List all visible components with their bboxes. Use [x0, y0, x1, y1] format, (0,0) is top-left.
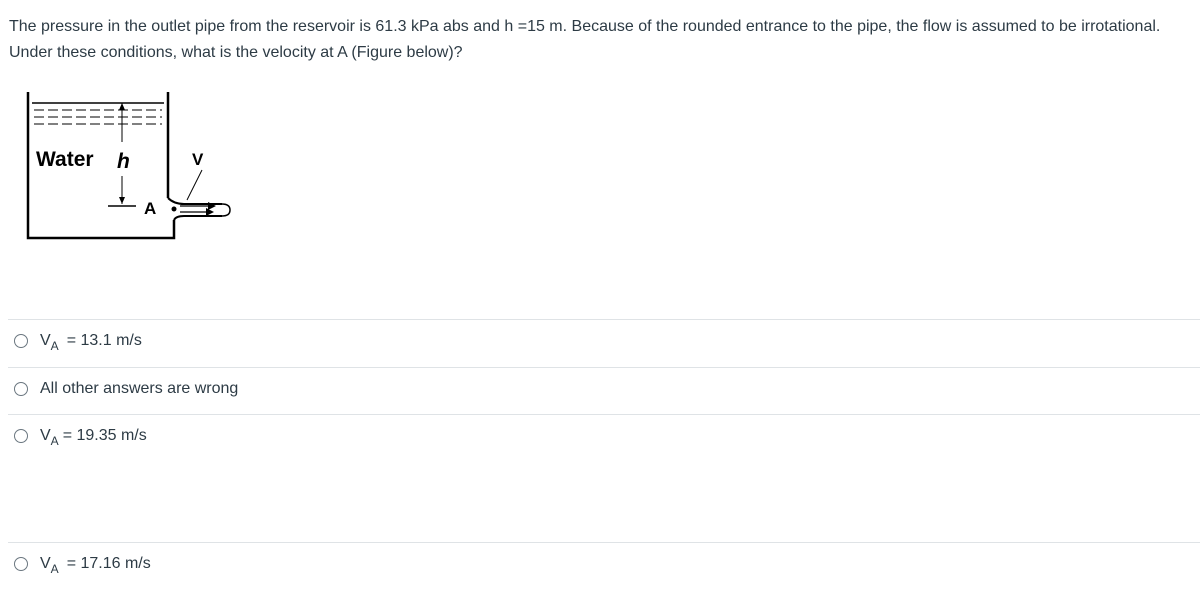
answer-label: $V_A = 13.1$ m/s [40, 332, 142, 353]
h-arrow-up [119, 103, 125, 110]
v-leader-line [187, 170, 202, 200]
answer-option-4[interactable] [14, 552, 151, 576]
velocity-arrowhead [206, 208, 214, 216]
answer-option-1[interactable] [14, 329, 142, 353]
a-label: A [144, 199, 157, 218]
answer-label: $V_A = 17.16$ m/s [40, 555, 151, 576]
answer-divider [8, 542, 1200, 543]
radio-button[interactable] [14, 334, 28, 348]
radio-button[interactable] [14, 557, 28, 571]
radio-button[interactable] [14, 429, 28, 443]
reservoir-diagram [22, 88, 244, 248]
radio-button[interactable] [14, 382, 28, 396]
v-label: V [192, 150, 204, 169]
answer-label: All other answers are wrong [40, 380, 239, 397]
question-text: The pressure in the outlet pipe from the reservoir is 61.3 kPa abs and h =15 m. Because of the rounded entrance to the pipe, the flow is assumed to be irrotational. Under these conditions, what is the velocity at A (Figure below)? [9, 18, 1161, 61]
pipe-end [222, 204, 230, 216]
water-label: Water [36, 148, 94, 171]
answer-option-3[interactable] [14, 424, 147, 448]
answer-divider [8, 414, 1200, 415]
h-label: h [117, 150, 130, 173]
answer-divider [8, 319, 1200, 320]
reservoir-figure [22, 88, 244, 248]
answer-label: $V_A = 19.35$ m/s [40, 427, 147, 448]
answer-divider [8, 367, 1200, 368]
pipe-bottom [174, 216, 222, 220]
point-a-dot [172, 207, 177, 212]
h-arrow-down [119, 197, 125, 204]
answer-option-2[interactable] [14, 377, 238, 401]
pipe-top [168, 198, 222, 204]
